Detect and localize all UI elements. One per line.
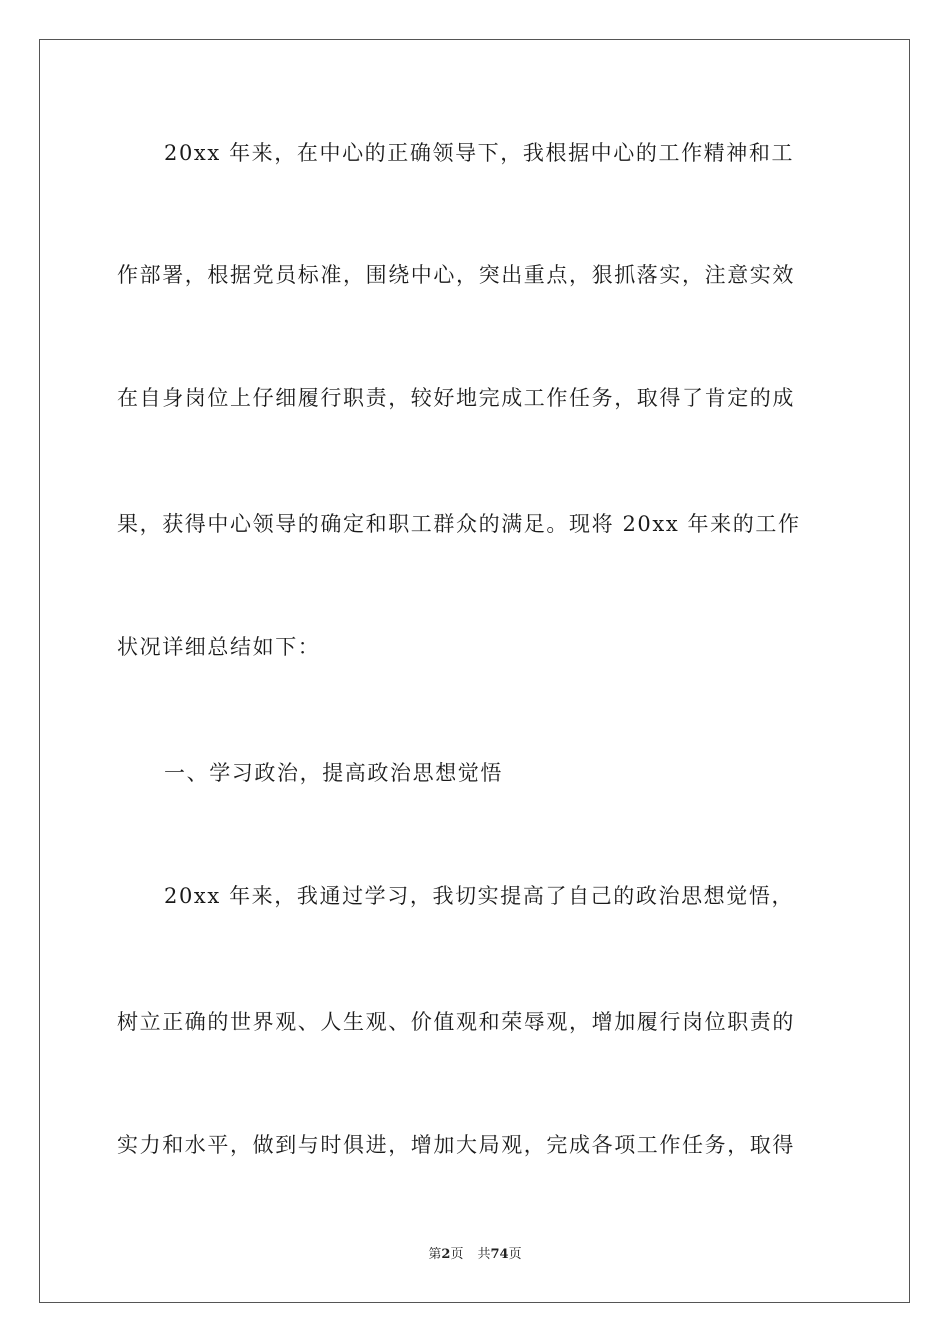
page-footer <box>0 1246 950 1264</box>
paragraph-2-line-3: 实力和水平，做到与时俱进，增加大局观，完成各项工作任务，取得 <box>117 1133 795 1157</box>
page-border <box>39 39 910 1303</box>
paragraph-1-line-2: 作部署，根据党员标准，围绕中心，突出重点，狠抓落实，注意实效 <box>117 263 795 287</box>
total-prefix: 共 <box>477 1247 491 1262</box>
total-pages: 74 <box>490 1247 509 1262</box>
paragraph-2-line-1: 20xx 年来，我通过学习，我切实提高了自己的政治思想觉悟， <box>164 884 795 908</box>
total-suffix: 页 <box>508 1247 522 1262</box>
paragraph-1-line-4: 果，获得中心领导的确定和职工群众的满足。现将 20xx 年来的工作 <box>117 512 801 536</box>
paragraph-2-line-2: 树立正确的世界观、人生观、价值观和荣辱观，增加履行岗位职责的 <box>117 1010 795 1034</box>
page-suffix: 页 <box>450 1247 464 1262</box>
page-number: 2 <box>441 1247 451 1262</box>
section-heading: 一、学习政治，提高政治思想觉悟 <box>164 761 503 785</box>
page-prefix: 第 <box>428 1247 442 1262</box>
paragraph-1-line-5: 状况详细总结如下： <box>117 635 321 659</box>
paragraph-1-line-3: 在自身岗位上仔细履行职责，较好地完成工作任务，取得了肯定的成 <box>117 386 795 410</box>
paragraph-1-line-1: 20xx 年来，在中心的正确领导下，我根据中心的工作精神和工 <box>164 141 795 165</box>
